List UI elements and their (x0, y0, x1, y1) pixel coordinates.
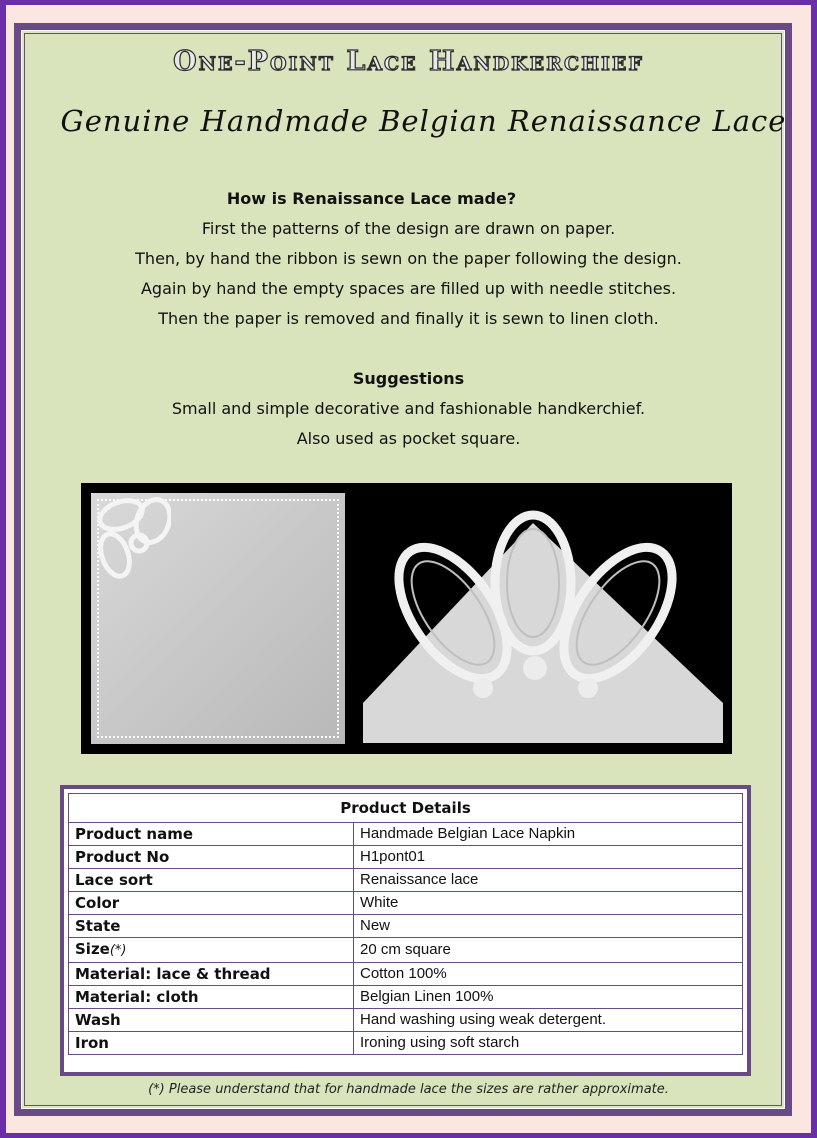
table-row: Wash Hand washing using weak detergent. (69, 1009, 743, 1032)
how-line: Then the paper is removed and finally it is sewn to linen cloth. (158, 309, 659, 328)
how-line: Then, by hand the ribbon is sewn on the paper following the design. (135, 249, 682, 268)
table-row: Product name Handmade Belgian Lace Napkin (69, 823, 743, 846)
table-row: Iron Ironing using soft starch (69, 1032, 743, 1055)
suggestion-line: Also used as pocket square. (296, 429, 521, 448)
handkerchief-photo (91, 493, 345, 744)
table-row: Lace sort Renaissance lace (69, 869, 743, 892)
suggestions-heading: Suggestions (352, 369, 465, 388)
product-details-box (60, 785, 751, 1076)
table-row: Material: lace & thread Cotton 100% (69, 963, 743, 986)
how-line: Again by hand the empty spaces are filled up with needle stitches. (140, 279, 677, 298)
table-row: Product No H1pont01 (69, 846, 743, 869)
how-line: First the patterns of the design are drawn on paper. (201, 219, 616, 238)
table-row: Material: cloth Belgian Linen 100% (69, 986, 743, 1009)
suggestion-line: Small and simple decorative and fashionable handkerchief. (171, 399, 646, 418)
table-row: State New (69, 915, 743, 938)
page-subtitle: Genuine Handmade Belgian Renaissance Lace (60, 104, 787, 138)
page-title: One-Point Lace Handkerchief (173, 46, 644, 77)
table-row: Size(*) 20 cm square (69, 938, 743, 963)
lace-closeup-photo (363, 503, 723, 743)
product-details-table (68, 793, 743, 1055)
product-photos (81, 483, 732, 754)
how-heading: How is Renaissance Lace made? (226, 189, 517, 208)
size-note: (*) Please understand that for handmade lace the sizes are rather approximate. (148, 1082, 669, 1097)
table-row: Color White (69, 892, 743, 915)
lace-corner-icon (91, 493, 171, 583)
table-header: Product Details (69, 794, 743, 823)
